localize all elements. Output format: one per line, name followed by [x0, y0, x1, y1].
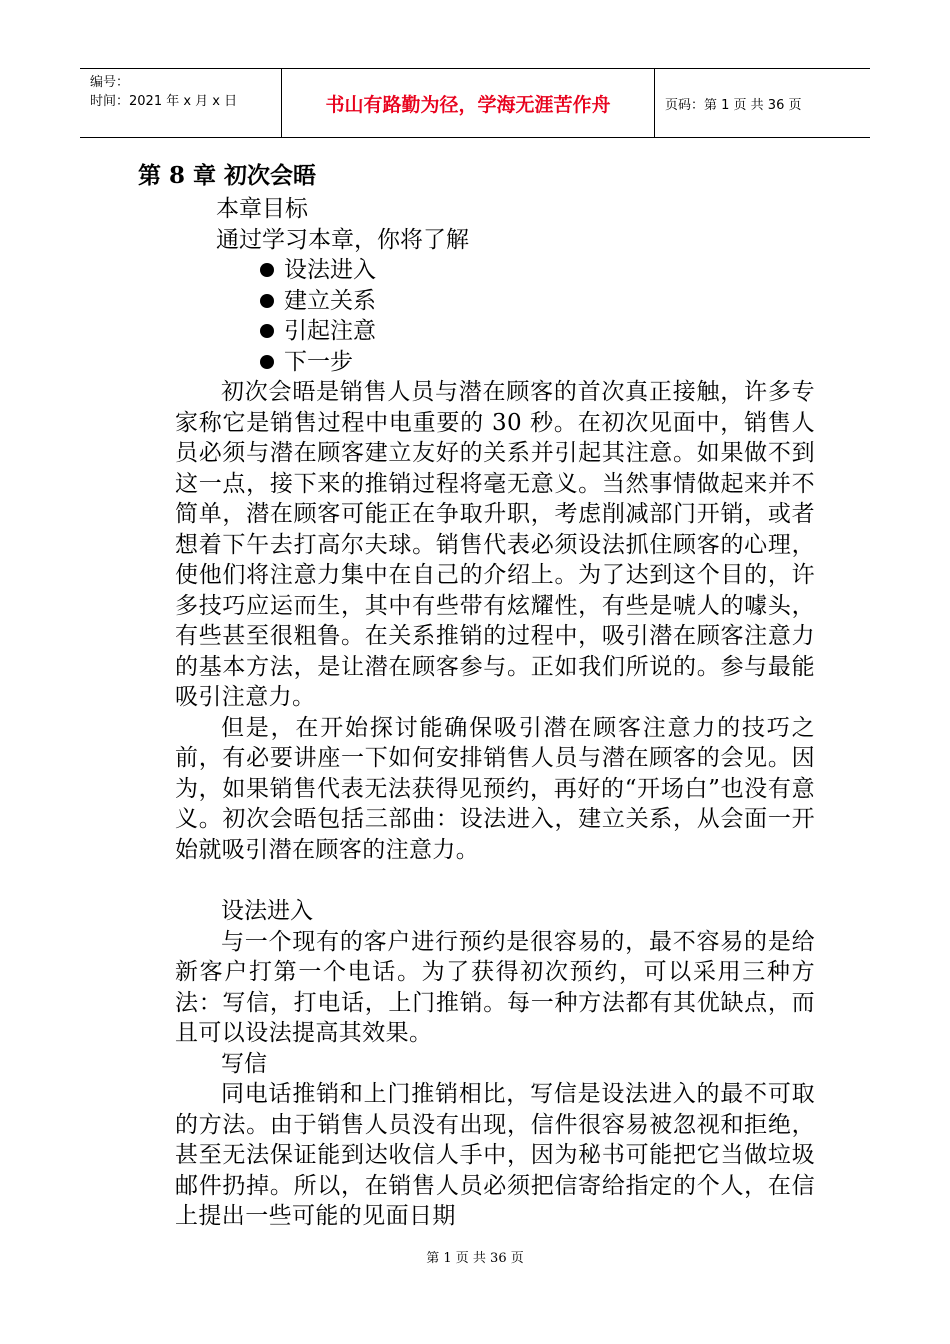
bullet-icon [260, 263, 274, 277]
list-item: 建立关系 [258, 286, 818, 317]
document-id-label: 编号： [90, 75, 130, 90]
body-paragraph: 与一个现有的客户进行预约是很容易的，最不容易的是给新客户打第一个电话。为了获得初次预约，可以采用三种方法：写信，打电话，上门推销。每一种方法都有其优缺点，而且可以设法提高其效果。 [175, 928, 815, 1046]
list-item: 引起注意 [258, 316, 818, 347]
document-date: 时间：2021 年 x 月 x 日 [90, 94, 238, 109]
header-motto-cell [282, 69, 655, 137]
document-body [138, 158, 818, 1232]
bullet-icon [260, 355, 274, 369]
header-meta [80, 69, 282, 137]
objectives-intro: 通过学习本章，你将了解 [216, 226, 469, 253]
body-paragraph: 但是，在开始探讨能确保吸引潜在顾客注意力的技巧之前，有必要讲座一下如何安排销售人员与潜在顾客的会见。因为，如果销售代表无法获得见预约，再好的“开场白”也没有意义。初次会晤包括三部曲：设法进入，建立关系，从会面一开始就吸引潜在顾客的注意力。 [175, 714, 815, 863]
list-item: 设法进入 [258, 255, 818, 286]
header-page-info: 页码：第 1 页 共 36 页 [665, 97, 802, 113]
chapter-title: 第 8 章 初次会晤 [138, 162, 317, 189]
bullet-icon [260, 294, 274, 308]
bullet-icon [260, 324, 274, 338]
section-heading: 写信 [221, 1050, 267, 1077]
spacer [138, 865, 818, 896]
page-footer: 第 1 页 共 36 页 [426, 1251, 524, 1266]
body-paragraph: 同电话推销和上门推销相比，写信是设法进入的最不可取的方法。由于销售人员没有出现，信件很容易被忽视和拒绝，甚至无法保证能到达收信人手中，因为秘书可能把它当做垃圾邮件扔掉。所以，在销售人员必须把信寄给指定的个人，在信上提出一些可能的见面日期 [175, 1081, 815, 1229]
objectives-title: 本章目标 [216, 196, 308, 222]
header-motto: 书山有路勤为径，学海无涯苦作舟 [325, 93, 611, 116]
body-paragraph: 初次会晤是销售人员与潜在顾客的首次真正接触，许多专家称它是销售过程中电重要的 30 秒。在初次见面中，销售人员必须与潜在顾客建立友好的关系并引起其注意。如果做不到这一点，接下来的推销过程将毫无意义。当然事情做起来并不简单，潜在顾客可能正在争取升职，考虑削减部门开销，或者想着下午去打高尔夫球。销售代表必须设法抓住顾客的心理，使他们将注意力集中在自己的介绍上。为了达到这个目的，许多技巧应运而生，其中有些带有炫耀性，有些是唬人的噱头，有些甚至很粗鲁。在关系推销的过程中，吸引潜在顾客注意力的基本方法，是让潜在顾客参与。正如我们所说的。参与最能吸引注意力。 [175, 379, 815, 710]
page-header [80, 68, 870, 138]
list-item: 下一步 [258, 347, 818, 378]
objectives-list [138, 255, 818, 377]
section-heading: 设法进入 [221, 898, 313, 924]
